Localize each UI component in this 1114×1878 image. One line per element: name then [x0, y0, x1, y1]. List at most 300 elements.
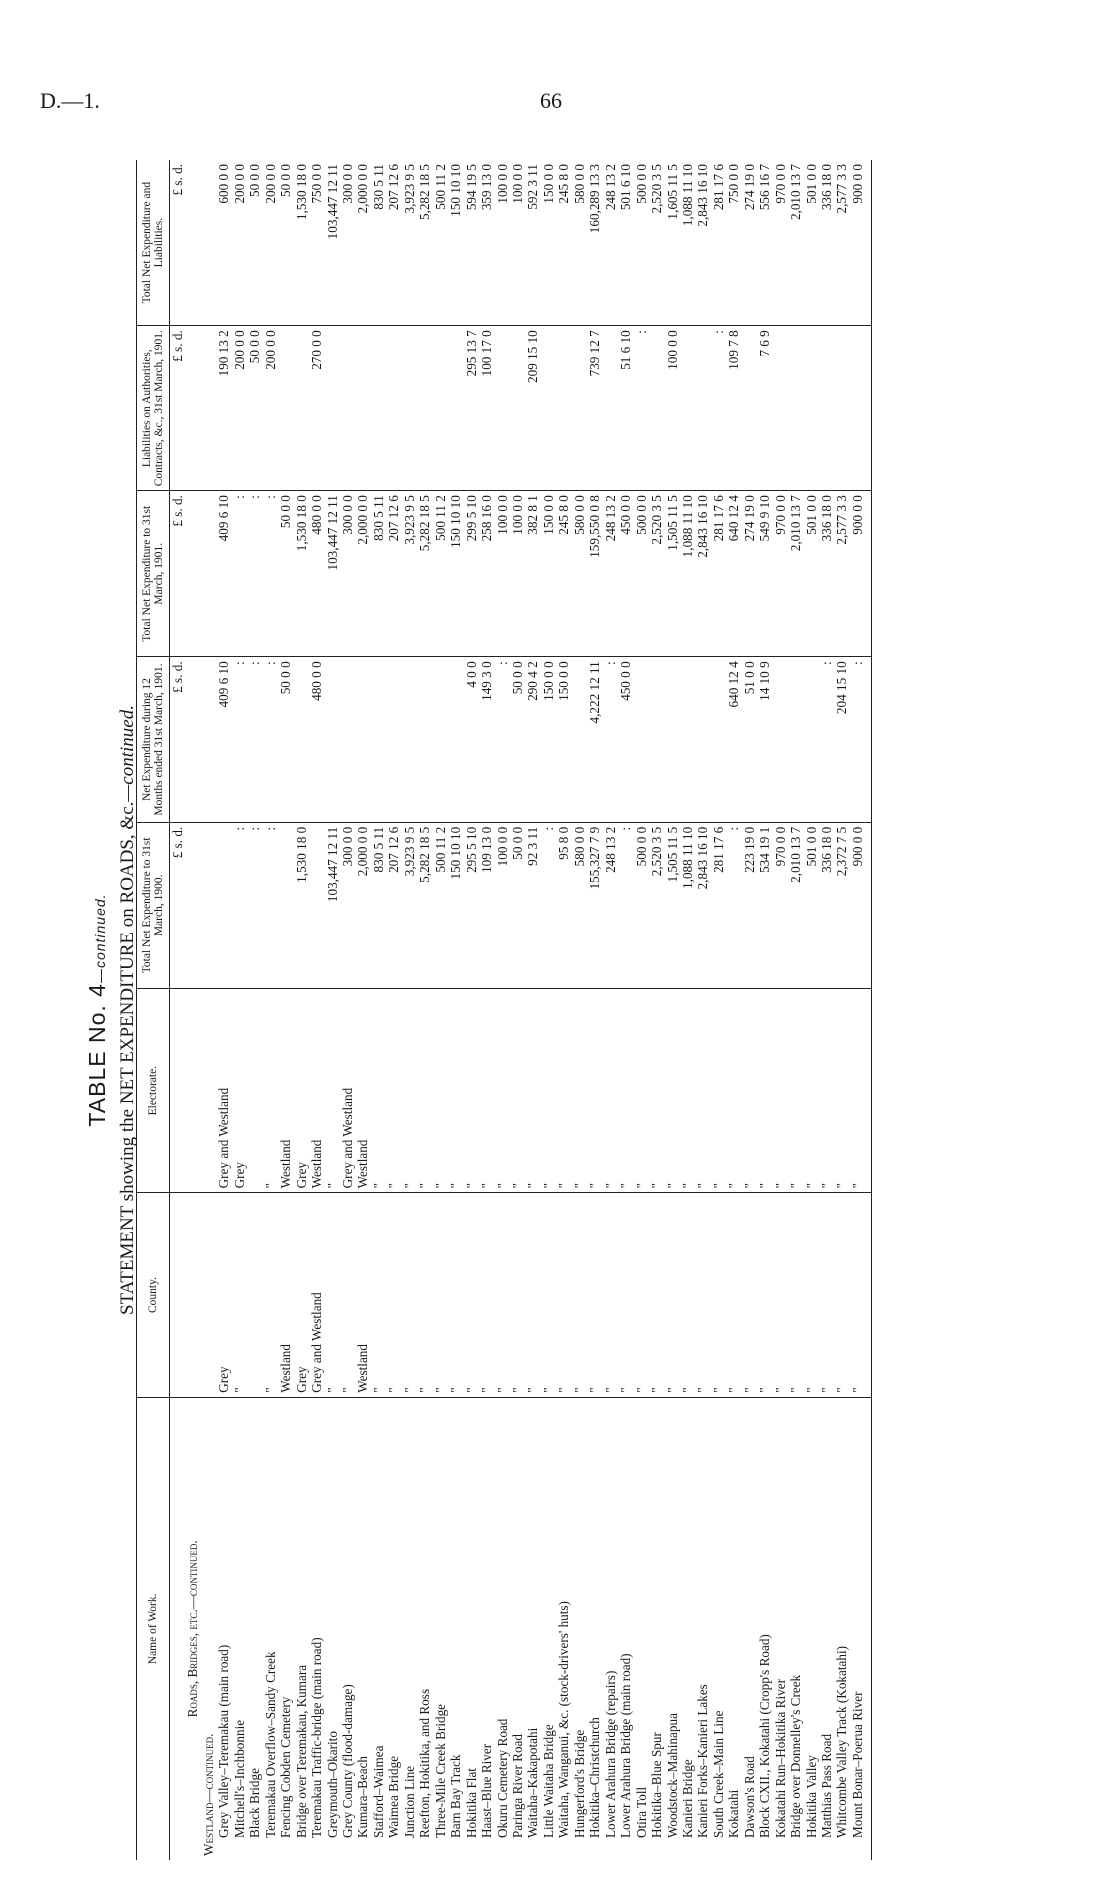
cell-electorate: "	[572, 988, 587, 1192]
section-blank-3	[185, 822, 200, 988]
cell-total-1900: 1,088 11 10	[680, 822, 695, 988]
cell-expenditure-12m: :	[232, 657, 247, 822]
cell-work-name: Three-Mile Creek Bridge	[432, 1703, 448, 1838]
cell-county: "	[587, 1193, 602, 1397]
cell-total-1900: 295 5 10	[464, 822, 479, 988]
table-row	[649, 160, 664, 1860]
section-blank-4	[185, 657, 200, 822]
cell-electorate: "	[263, 988, 278, 1192]
cell-total-1900: 1,530 18 0	[294, 822, 309, 988]
cell-liabilities	[850, 326, 872, 491]
cell-total-1901: 281 17 6	[711, 491, 726, 657]
units-total-1900: £ s. d.	[170, 822, 186, 988]
sub-blank-5	[201, 491, 216, 657]
units-blank-name	[170, 1397, 186, 1860]
cell-total-liabilities: 2,843 16 10	[695, 160, 710, 326]
cell-expenditure-12m: 290 4 2	[525, 657, 540, 822]
cell-expenditure-12m: :	[603, 657, 618, 822]
cell-electorate: Westland	[278, 988, 293, 1192]
cell-total-1901: 640 12 4	[726, 491, 741, 657]
cell-liabilities: 50 0 0	[247, 326, 262, 491]
cell-county: Grey and Westland	[309, 1193, 324, 1397]
statement-text: STATEMENT showing the NET EXPENDITURE on ROADS, &c.	[117, 801, 138, 1315]
col-header-total-liabilities: Total Net Expenditure and Liabilities.	[137, 160, 170, 326]
cell-total-1901: 274 19 0	[742, 491, 757, 657]
cell-electorate: "	[850, 988, 872, 1192]
cell-total-1900: :	[232, 822, 247, 988]
cell-total-1900: 336 18 0	[819, 822, 834, 988]
cell-total-1900: :	[726, 822, 741, 988]
table-row	[340, 160, 355, 1860]
cell-total-1901: 450 0 0	[618, 491, 633, 657]
cell-liabilities	[371, 326, 386, 491]
cell-liabilities: 7 6 9	[757, 326, 772, 491]
cell-electorate: "	[433, 988, 448, 1192]
cell-work-name: Haast–Blue River	[479, 1743, 495, 1838]
cell-electorate: "	[726, 988, 741, 1192]
cell-expenditure-12m: 4 0 0	[464, 657, 479, 822]
cell-electorate: Grey and Westland	[340, 988, 355, 1192]
cell-liabilities: 270 0 0	[309, 326, 324, 491]
cell-total-liabilities: 50 0 0	[247, 160, 262, 326]
cell-total-1900: 155,327 7 9	[587, 822, 602, 988]
cell-work-name: South Creek–Main Line	[710, 1710, 726, 1838]
cell-total-liabilities: 248 13 2	[603, 160, 618, 326]
cell-county: "	[417, 1193, 432, 1397]
cell-total-1901: 258 16 0	[479, 491, 494, 657]
cell-expenditure-12m: 150 0 0	[541, 657, 556, 822]
cell-work-name: Greymouth–Okarito	[324, 1731, 340, 1838]
table-row	[788, 160, 803, 1860]
cell-total-1901: :	[247, 491, 262, 657]
cell-electorate: "	[757, 988, 772, 1192]
cell-work-name: Lower Arahura Bridge (main road)	[618, 1653, 634, 1838]
cell-work-name: Waimea Bridge	[386, 1755, 402, 1838]
subsection-heading-row	[201, 160, 216, 1860]
cell-liabilities	[448, 326, 463, 491]
cell-electorate: Grey and Westland	[216, 988, 231, 1192]
table-row	[294, 160, 309, 1860]
table-row	[541, 160, 556, 1860]
table-row	[386, 160, 401, 1860]
cell-total-1900: 2,520 3 5	[649, 822, 664, 988]
table-row	[587, 160, 602, 1860]
cell-expenditure-12m	[634, 657, 649, 822]
cell-county: "	[263, 1193, 278, 1397]
cell-total-1901: 3,923 9 5	[402, 491, 417, 657]
cell-total-1901: 580 0 0	[572, 491, 587, 657]
table-row	[680, 160, 695, 1860]
cell-liabilities	[819, 326, 834, 491]
cell-total-1900: 248 13 2	[603, 822, 618, 988]
cell-total-liabilities: 750 0 0	[309, 160, 324, 326]
table-row	[618, 160, 633, 1860]
cell-electorate: "	[742, 988, 757, 1192]
table-row	[757, 160, 772, 1860]
sub-blank-4	[201, 657, 216, 822]
cell-electorate	[247, 988, 262, 1192]
cell-total-1901: 409 6 10	[216, 491, 231, 657]
sub-blank-6	[201, 326, 216, 491]
cell-total-liabilities: 501 0 0	[804, 160, 819, 326]
cell-work-name: Bridge over Donnelley's Creek	[788, 1674, 804, 1838]
cell-total-1900: 3,923 9 5	[402, 822, 417, 988]
cell-county: Westland	[278, 1193, 293, 1397]
table-row	[742, 160, 757, 1860]
cell-total-liabilities: 150 0 0	[541, 160, 556, 326]
cell-liabilities	[386, 326, 401, 491]
cell-work-name: Mount Bonar–Poerua River	[850, 1397, 872, 1860]
cell-county: "	[603, 1193, 618, 1397]
cell-work-name: Grey Valley–Teremakau (main road)	[216, 1644, 232, 1838]
table-row	[556, 160, 571, 1860]
cell-total-liabilities: 1,530 18 0	[294, 160, 309, 326]
cell-county: "	[510, 1193, 525, 1397]
cell-county: "	[325, 1193, 340, 1397]
cell-county: "	[433, 1193, 448, 1397]
cell-total-liabilities: 1,605 11 5	[665, 160, 680, 326]
cell-total-1900: 2,000 0 0	[355, 822, 370, 988]
cell-total-1900	[278, 822, 293, 988]
cell-total-1901: 207 12 6	[386, 491, 401, 657]
cell-expenditure-12m: 150 0 0	[556, 657, 571, 822]
cell-county: "	[788, 1193, 803, 1397]
cell-work-name: Reefton, Hokitika, and Ross	[417, 1688, 433, 1838]
cell-work-name: Hokitika Flat	[463, 1768, 479, 1838]
cell-total-liabilities: 501 6 10	[618, 160, 633, 326]
cell-total-1901: 5,282 18 5	[417, 491, 432, 657]
cell-work-name: Okuru Cemetery Road	[494, 1718, 510, 1838]
cell-expenditure-12m	[294, 657, 309, 822]
table-row	[634, 160, 649, 1860]
statement-cont: —continued.	[117, 705, 138, 802]
cell-work-name: Hungerford's Bridge	[571, 1729, 587, 1838]
cell-work-name: Hokitika Valley	[803, 1755, 819, 1838]
cell-electorate: "	[680, 988, 695, 1192]
cell-work-name: Mitchell's–Inchbonnie	[231, 1719, 247, 1838]
cell-liabilities	[649, 326, 664, 491]
cell-expenditure-12m: :	[850, 657, 872, 822]
cell-liabilities: 209 15 10	[525, 326, 540, 491]
cell-total-1900: :	[618, 822, 633, 988]
cell-work-name: Waitaha–Kakapotahi	[525, 1727, 541, 1838]
cell-electorate: "	[788, 988, 803, 1192]
page-header-code: D.—1.	[40, 88, 100, 113]
col-header-expenditure-12m: Net Expenditure during 12 Months ended 31st March, 1901.	[137, 657, 170, 822]
table-row	[711, 160, 726, 1860]
cell-liabilities	[773, 326, 788, 491]
cell-expenditure-12m	[355, 657, 370, 822]
units-blank-electorate	[170, 988, 186, 1192]
cell-county: "	[525, 1193, 540, 1397]
table-row	[834, 160, 849, 1860]
sub-blank-2	[201, 988, 216, 1192]
cell-work-name: Black Bridge	[247, 1768, 263, 1838]
cell-expenditure-12m	[773, 657, 788, 822]
cell-electorate: "	[541, 988, 556, 1192]
cell-total-1901: 150 0 0	[541, 491, 556, 657]
cell-electorate: "	[464, 988, 479, 1192]
cell-electorate: "	[587, 988, 602, 1192]
cell-electorate: "	[371, 988, 386, 1192]
cell-total-1901: 2,577 3 3	[834, 491, 849, 657]
cell-total-1900: 534 19 1	[757, 822, 772, 988]
cell-county	[247, 1193, 262, 1397]
sub-blank-7	[201, 160, 216, 326]
cell-expenditure-12m: 640 12 4	[726, 657, 741, 822]
cell-total-1900: 207 12 6	[386, 822, 401, 988]
cell-expenditure-12m	[402, 657, 417, 822]
cell-expenditure-12m: 4,222 12 11	[587, 657, 602, 822]
cell-total-1900: 2,010 13 7	[788, 822, 803, 988]
cell-total-1900: 501 0 0	[804, 822, 819, 988]
cell-liabilities	[742, 326, 757, 491]
cell-work-name: Lower Arahura Bridge (repairs)	[602, 1670, 618, 1838]
cell-total-liabilities: 207 12 6	[386, 160, 401, 326]
cell-total-1900: :	[541, 822, 556, 988]
cell-total-liabilities: 830 5 11	[371, 160, 386, 326]
cell-total-1901: 103,447 12 11	[325, 491, 340, 657]
cell-liabilities	[680, 326, 695, 491]
cell-liabilities	[433, 326, 448, 491]
cell-county: "	[757, 1193, 772, 1397]
cell-total-1900: 1,505 11 5	[665, 822, 680, 988]
cell-electorate: "	[479, 988, 494, 1192]
cell-total-liabilities: 900 0 0	[850, 160, 872, 326]
cell-electorate: "	[448, 988, 463, 1192]
table-row	[464, 160, 479, 1860]
cell-expenditure-12m	[386, 657, 401, 822]
cell-expenditure-12m	[788, 657, 803, 822]
cell-electorate: "	[325, 988, 340, 1192]
table-row	[726, 160, 741, 1860]
cell-total-1900: 830 5 11	[371, 822, 386, 988]
cell-liabilities	[556, 326, 571, 491]
cell-expenditure-12m	[711, 657, 726, 822]
cell-total-1901: 2,010 13 7	[788, 491, 803, 657]
cell-county: "	[711, 1193, 726, 1397]
cell-total-liabilities: 50 0 0	[278, 160, 293, 326]
cell-electorate: Grey	[294, 988, 309, 1192]
table-row	[278, 160, 293, 1860]
cell-liabilities	[325, 326, 340, 491]
cell-work-name: Woodstock–Mahinapua	[664, 1713, 680, 1838]
cell-expenditure-12m	[417, 657, 432, 822]
cell-total-liabilities: 3,923 9 5	[402, 160, 417, 326]
cell-total-1901: 970 0 0	[773, 491, 788, 657]
cell-electorate: "	[665, 988, 680, 1192]
cell-total-liabilities: 200 0 0	[232, 160, 247, 326]
cell-total-1900: 109 13 0	[479, 822, 494, 988]
cell-total-liabilities: 5,282 18 5	[417, 160, 432, 326]
cell-county: Westland	[355, 1193, 370, 1397]
units-total-liab: £ s. d.	[170, 160, 186, 326]
col-header-name: Name of Work.	[137, 1397, 170, 1860]
cell-total-1900	[216, 822, 231, 988]
cell-total-1901: 1,088 11 10	[680, 491, 695, 657]
cell-work-name: Barn Bay Track	[448, 1754, 464, 1838]
cell-electorate: "	[510, 988, 525, 1192]
cell-work-name: Little Waitaha Bridge	[540, 1724, 556, 1838]
cell-liabilities: 190 13 2	[216, 326, 231, 491]
cell-total-1901: 500 11 2	[433, 491, 448, 657]
table-row	[309, 160, 324, 1860]
cell-total-1901: 1,530 18 0	[294, 491, 309, 657]
section-heading: Roads, Bridges, etc.—continued.	[185, 1540, 201, 1718]
cell-total-liabilities: 336 18 0	[819, 160, 834, 326]
cell-work-name: Stafford–Waimea	[370, 1745, 386, 1838]
cell-total-liabilities: 594 19 5	[464, 160, 479, 326]
cell-total-liabilities: 2,520 3 5	[649, 160, 664, 326]
rotated-table-stage	[78, 160, 1048, 1860]
cell-total-1901: 2,000 0 0	[355, 491, 370, 657]
cell-expenditure-12m: :	[247, 657, 262, 822]
cell-total-1900: 580 0 0	[572, 822, 587, 988]
cell-total-1900: 95 8 0	[556, 822, 571, 988]
cell-total-1901: 1,505 11 5	[665, 491, 680, 657]
cell-total-1901: 501 0 0	[804, 491, 819, 657]
cell-total-1900: 50 0 0	[510, 822, 525, 988]
cell-county: "	[819, 1193, 834, 1397]
cell-electorate: "	[834, 988, 849, 1192]
sub-blank-3	[201, 822, 216, 988]
cell-expenditure-12m	[448, 657, 463, 822]
cell-electorate: "	[386, 988, 401, 1192]
cell-liabilities	[402, 326, 417, 491]
cell-total-1900: 500 11 2	[433, 822, 448, 988]
cell-total-liabilities: 600 0 0	[216, 160, 231, 326]
cell-liabilities: 739 12 7	[587, 326, 602, 491]
table-title-cont: —continued.	[92, 893, 108, 984]
cell-total-1900: 92 3 11	[525, 822, 540, 988]
cell-county: "	[556, 1193, 571, 1397]
cell-total-1900: 300 0 0	[340, 822, 355, 988]
units-total-1901: £ s. d.	[170, 491, 186, 657]
cell-liabilities	[572, 326, 587, 491]
cell-liabilities: :	[634, 326, 649, 491]
cell-county: "	[495, 1193, 510, 1397]
cell-work-name: Paringa River Road	[509, 1733, 525, 1838]
cell-county: "	[572, 1193, 587, 1397]
cell-electorate: "	[402, 988, 417, 1192]
cell-work-name: Kokatahi Run–Hokitika River	[772, 1679, 788, 1838]
cell-total-1901: 830 5 11	[371, 491, 386, 657]
cell-expenditure-12m	[572, 657, 587, 822]
cell-work-name: Hokitika–Blue Spur	[649, 1732, 665, 1838]
cell-total-liabilities: 500 0 0	[634, 160, 649, 326]
cell-liabilities	[294, 326, 309, 491]
cell-county: "	[742, 1193, 757, 1397]
cell-expenditure-12m: 50 0 0	[510, 657, 525, 822]
cell-electorate: "	[603, 988, 618, 1192]
subsection-heading: Westland—continued.	[200, 1733, 216, 1856]
col-header-liabilities: Liabilities on Authorities, Contracts, &c., 31st March, 1901.	[137, 326, 170, 491]
cell-total-liabilities: 592 3 11	[525, 160, 540, 326]
cell-total-1900: :	[263, 822, 278, 988]
cell-total-liabilities: 970 0 0	[773, 160, 788, 326]
table-row	[232, 160, 247, 1860]
cell-work-name: Waitaha, Wanganui, &c. (stock-drivers' huts)	[556, 1601, 572, 1838]
cell-total-1901: 300 0 0	[340, 491, 355, 657]
cell-expenditure-12m: 409 6 10	[216, 657, 231, 822]
cell-work-name: Teremakau Traffic-bridge (main road)	[309, 1637, 325, 1838]
cell-liabilities: 109 7 8	[726, 326, 741, 491]
cell-county: "	[834, 1193, 849, 1397]
cell-total-1901: 248 13 2	[603, 491, 618, 657]
cell-work-name: Teremakau Overflow–Sandy Creek	[262, 1651, 278, 1838]
cell-county: "	[479, 1193, 494, 1397]
cell-electorate: "	[495, 988, 510, 1192]
col-header-total-1901: Total Net Expenditure to 31st March, 1901.	[137, 491, 170, 657]
cell-county: "	[448, 1193, 463, 1397]
table-row	[355, 160, 370, 1860]
cell-county: "	[371, 1193, 386, 1397]
cell-work-name: Whitcombe Valley Track (Kokatahi)	[834, 1645, 850, 1838]
cell-liabilities: :	[711, 326, 726, 491]
col-header-county: County.	[137, 1193, 170, 1397]
cell-total-1901: 549 9 10	[757, 491, 772, 657]
cell-liabilities: 295 13 7	[464, 326, 479, 491]
cell-expenditure-12m	[340, 657, 355, 822]
cell-electorate: Grey	[232, 988, 247, 1192]
table-row	[603, 160, 618, 1860]
cell-work-name: Hokitika–Christchurch	[587, 1717, 603, 1838]
cell-work-name: Matthias Pass Road	[819, 1733, 835, 1838]
cell-liabilities	[603, 326, 618, 491]
cell-total-1900: 900 0 0	[850, 822, 872, 988]
table-row	[417, 160, 432, 1860]
col-header-total-1900: Total Net Expenditure to 31st March, 1900.	[137, 822, 170, 988]
cell-expenditure-12m	[371, 657, 386, 822]
table-row	[448, 160, 463, 1860]
cell-total-1901: 150 10 10	[448, 491, 463, 657]
cell-liabilities: 200 0 0	[232, 326, 247, 491]
cell-expenditure-12m	[695, 657, 710, 822]
cell-liabilities	[417, 326, 432, 491]
table-row	[510, 160, 525, 1860]
cell-county: "	[386, 1193, 401, 1397]
table-row	[247, 160, 262, 1860]
units-row	[170, 160, 186, 1860]
table-header-row	[137, 160, 170, 1860]
cell-electorate: "	[417, 988, 432, 1192]
cell-expenditure-12m: 450 0 0	[618, 657, 633, 822]
cell-county: "	[680, 1193, 695, 1397]
cell-total-1901: 2,520 3 5	[649, 491, 664, 657]
cell-total-1900: 2,372 7 5	[834, 822, 849, 988]
cell-total-1900: :	[247, 822, 262, 988]
cell-total-1901: 2,843 16 10	[695, 491, 710, 657]
cell-total-1901: 500 0 0	[634, 491, 649, 657]
table-row	[819, 160, 834, 1860]
cell-total-liabilities: 1,088 11 10	[680, 160, 695, 326]
cell-total-1901: 900 0 0	[850, 491, 872, 657]
cell-liabilities	[278, 326, 293, 491]
cell-total-1901: 50 0 0	[278, 491, 293, 657]
table-title	[84, 160, 111, 1860]
cell-expenditure-12m: 480 0 0	[309, 657, 324, 822]
units-blank-county	[170, 1193, 186, 1397]
table-row	[695, 160, 710, 1860]
section-blank-5	[185, 491, 200, 657]
cell-expenditure-12m: 204 15 10	[834, 657, 849, 822]
cell-total-1900: 150 10 10	[448, 822, 463, 988]
cell-total-liabilities: 556 16 7	[757, 160, 772, 326]
cell-total-1901: 382 8 1	[525, 491, 540, 657]
cell-total-1901: 100 0 0	[495, 491, 510, 657]
cell-liabilities	[495, 326, 510, 491]
cell-total-1901: 245 8 0	[556, 491, 571, 657]
